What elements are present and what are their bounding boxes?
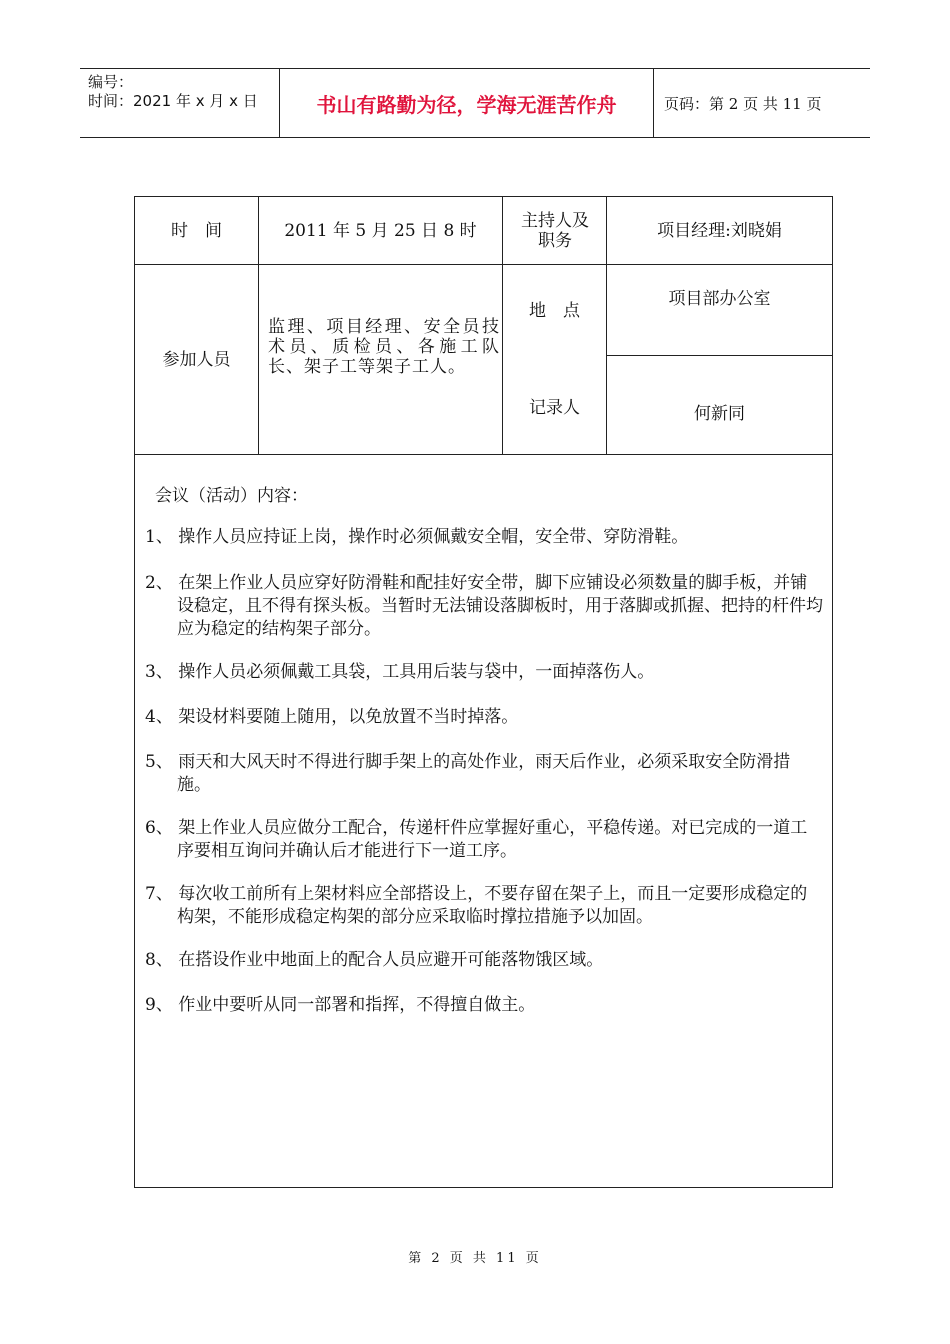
location-value: 项目部办公室	[668, 289, 771, 309]
content-item: 6、 架上作业人员应做分工配合，传递杆件应掌握好重心，平稳传递。对已完成的一道工序要相互询问并确认后才能进行下一道工序。	[145, 818, 808, 861]
header-meta	[80, 69, 280, 137]
content-item: 1、 操作人员应持证上岗，操作时必须佩戴安全帽，安全带、穿防滑鞋。	[145, 527, 689, 547]
header-page-info: 页码：第 2 页 共 11 页	[664, 94, 822, 113]
location-label: 地 点	[529, 301, 580, 321]
page-footer: 第 2 页 共 11 页	[408, 1251, 542, 1266]
document-header	[80, 68, 870, 138]
time-value: 2011 年 5 月 25 日 8 时	[284, 220, 477, 241]
content-item: 4、 架设材料要随上随用，以免放置不当时掉落。	[145, 707, 519, 727]
content-item: 5、 雨天和大风天时不得进行脚手架上的高处作业，雨天后作业，必须采取安全防滑措施。	[145, 752, 791, 795]
host-label: 主持人及职务	[521, 210, 589, 251]
content-item: 2、 在架上作业人员应穿好防滑鞋和配挂好安全带，脚下应铺设必须数量的脚手板，并铺设稳定，且不得有探头板。当暂时无法铺设落脚板时，用于落脚或抓握、把持的杆件均应为稳定的结构架子部分。	[145, 573, 823, 639]
meeting-content	[135, 455, 832, 1017]
time-label: 时 间	[171, 220, 222, 241]
doc-time-label: 时间：2021 年 x 月 x 日	[88, 92, 258, 110]
meeting-record-table	[134, 196, 833, 1188]
content-heading: 会议（活动）内容：	[155, 486, 308, 506]
recorder-label: 记录人	[529, 398, 580, 418]
host-value: 项目经理:刘晓娟	[657, 220, 782, 241]
content-item: 7、 每次收工前所有上架材料应全部搭设上，不要存留在架子上，而且一定要形成稳定的构架，不能形成稳定构架的部分应采取临时撑拉措施予以加固。	[145, 884, 808, 927]
doc-number-label: 编号：	[88, 73, 134, 91]
recorder-value: 何新同	[694, 404, 745, 424]
content-item: 9、 作业中要听从同一部署和指挥，不得擅自做主。	[145, 995, 536, 1015]
content-item: 3、 操作人员必须佩戴工具袋，工具用后装与袋中，一面掉落伤人。	[145, 662, 655, 682]
header-motto: 书山有路勤为径，学海无涯苦作舟	[280, 69, 654, 137]
participants-label: 参加人员	[162, 349, 231, 370]
content-item: 8、 在搭设作业中地面上的配合人员应避开可能落物饿区域。	[145, 950, 604, 970]
participants-value: 监理、项目经理、安全员技术员、质检员、各施工队长、架子工等架子工人。	[268, 317, 500, 377]
